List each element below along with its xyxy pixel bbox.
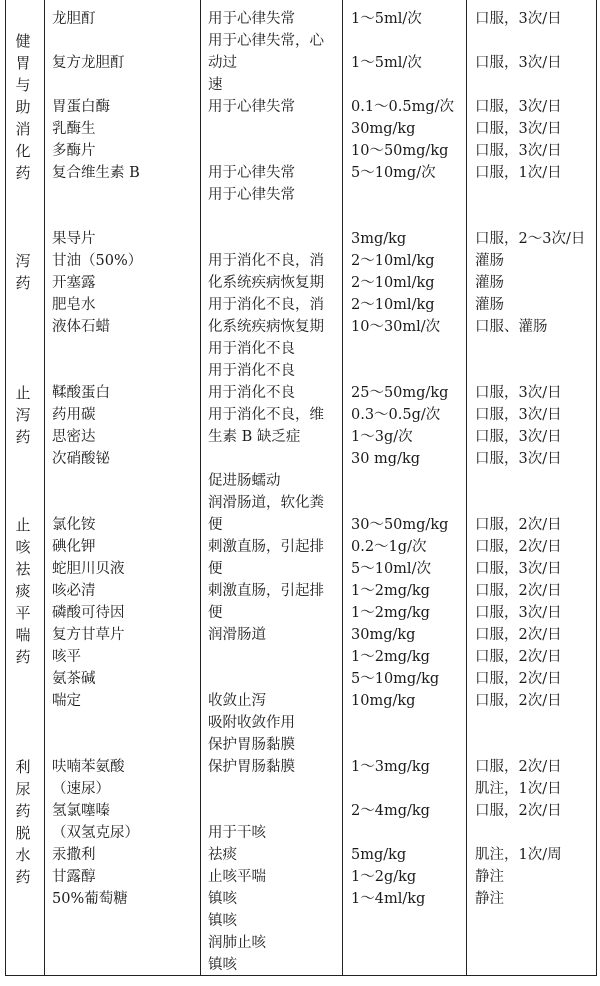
dosage-cell: 30 mg/kg — [351, 451, 421, 467]
dosage-cell: 1～3mg/kg — [351, 759, 430, 775]
administration-cell: 口服，2次/日 — [475, 759, 562, 775]
drug-name-cell: 鞣酸蛋白 — [52, 385, 110, 401]
dosage-cell: 0.3～0.5g/次 — [351, 407, 441, 423]
administration-cell: 口服，1次/日 — [475, 165, 562, 181]
drug-name-cell: 开塞露 — [52, 275, 96, 291]
administration-cell: 口服，3次/日 — [475, 143, 562, 159]
administration-cell: 口服，2次/日 — [475, 627, 562, 643]
drug-name-cell: （双氢克尿） — [52, 825, 139, 841]
category-label — [5, 382, 41, 448]
indication-cell: 用于心律失常 — [208, 11, 295, 27]
dosage-cell: 30mg/kg — [351, 121, 416, 137]
drug-name-cell: 汞撒利 — [52, 847, 96, 863]
category-char: 健 — [15, 32, 31, 50]
category-label — [5, 250, 41, 294]
administration-cell: 口服、灌肠 — [475, 319, 548, 335]
drug-name-cell: 50%葡萄糖 — [52, 891, 128, 907]
dosage-cell: 5～10mg/次 — [351, 165, 436, 181]
indication-cell: 用于心律失常 — [208, 99, 295, 115]
indication-cell: 用于心律失常 — [208, 165, 295, 181]
column-divider-3 — [342, 0, 343, 976]
category-char: 尿 — [15, 780, 31, 798]
drug-name-cell: 液体石蜡 — [52, 319, 110, 335]
administration-cell: 口服，2次/日 — [475, 583, 562, 599]
category-char: 助 — [15, 98, 31, 116]
drug-name-cell: 氯化铵 — [52, 517, 96, 533]
indication-cell: 刺激直肠，引起排 — [208, 539, 324, 555]
drug-name-cell: 复方甘草片 — [52, 627, 125, 643]
dosage-cell: 30～50mg/kg — [351, 517, 449, 533]
indication-cell: 用于消化不良 — [208, 363, 295, 379]
category-char: 药 — [15, 274, 31, 292]
drug-name-cell: 乳酶生 — [52, 121, 96, 137]
indication-cell: 用于消化不良，维 — [208, 407, 324, 423]
administration-cell: 灌肠 — [475, 253, 504, 269]
administration-cell: 口服，3次/日 — [475, 407, 562, 423]
category-label — [5, 514, 41, 668]
drug-name-cell: 咳必清 — [52, 583, 96, 599]
indication-cell: 祛痰 — [208, 847, 237, 863]
dosage-cell: 1～5ml/次 — [351, 11, 422, 27]
category-char: 咳 — [15, 538, 31, 556]
administration-cell: 口服，3次/日 — [475, 11, 562, 27]
category-char: 泻 — [15, 252, 31, 270]
category-char: 喘 — [15, 626, 31, 644]
category-char: 药 — [15, 164, 31, 182]
category-char: 消 — [15, 120, 31, 138]
category-char: 药 — [15, 428, 31, 446]
indication-cell: 收敛止泻 — [208, 693, 266, 709]
dosage-cell: 0.1～0.5mg/次 — [351, 99, 455, 115]
drug-name-cell: 呋喃苯氨酸 — [52, 759, 125, 775]
drug-name-cell: 氨茶碱 — [52, 671, 96, 687]
administration-cell: 口服，3次/日 — [475, 99, 562, 115]
indication-cell: 止咳平喘 — [208, 869, 266, 885]
administration-cell: 口服，2次/日 — [475, 693, 562, 709]
administration-cell: 灌肠 — [475, 275, 504, 291]
dosage-cell: 1～2g/kg — [351, 869, 417, 885]
category-char: 利 — [15, 758, 31, 776]
category-char: 药 — [15, 802, 31, 820]
category-label — [5, 30, 41, 184]
drug-name-cell: 甘油（50%） — [52, 253, 143, 269]
drug-name-cell: 药用碳 — [52, 407, 96, 423]
indication-cell: 生素 B 缺乏症 — [208, 429, 301, 445]
indication-cell: 刺激直肠，引起排 — [208, 583, 324, 599]
indication-cell: 用于消化不良 — [208, 341, 295, 357]
administration-cell: 口服，3次/日 — [475, 121, 562, 137]
drug-name-cell: 碘化钾 — [52, 539, 96, 555]
dosage-cell: 1～4ml/kg — [351, 891, 426, 907]
administration-cell: 口服，3次/日 — [475, 55, 562, 71]
indication-cell: 润肺止咳 — [208, 935, 266, 951]
administration-cell: 口服，2次/日 — [475, 649, 562, 665]
drug-name-cell: 果导片 — [52, 231, 96, 247]
drug-name-cell: （速尿） — [52, 781, 110, 797]
dosage-cell: 10～30ml/次 — [351, 319, 441, 335]
table-border-right — [596, 0, 597, 976]
dosage-cell: 25～50mg/kg — [351, 385, 449, 401]
dosage-cell: 10mg/kg — [351, 693, 416, 709]
column-divider-4 — [466, 0, 467, 976]
administration-cell: 静注 — [475, 891, 504, 907]
dosage-cell: 10～50mg/kg — [351, 143, 449, 159]
dosage-cell: 0.2～1g/次 — [351, 539, 427, 555]
administration-cell: 口服，2次/日 — [475, 803, 562, 819]
category-char: 止 — [15, 384, 31, 402]
dosage-cell: 3mg/kg — [351, 231, 407, 247]
indication-cell: 镇咳 — [208, 957, 237, 973]
administration-cell: 肌注，1次/日 — [475, 781, 562, 797]
dosage-cell: 2～10ml/kg — [351, 275, 435, 291]
administration-cell: 静注 — [475, 869, 504, 885]
drug-name-cell: 磷酸可待因 — [52, 605, 125, 621]
category-char: 水 — [15, 846, 31, 864]
dosage-cell: 5mg/kg — [351, 847, 407, 863]
category-char: 脱 — [15, 824, 31, 842]
drug-name-cell: 胃蛋白酶 — [52, 99, 110, 115]
indication-cell: 促进肠蠕动 — [208, 473, 281, 489]
indication-cell: 润滑肠道 — [208, 627, 266, 643]
dosage-cell: 2～10ml/kg — [351, 253, 435, 269]
indication-cell: 化系统疾病恢复期 — [208, 319, 324, 335]
indication-cell: 镇咳 — [208, 913, 237, 929]
category-char: 药 — [15, 868, 31, 886]
drug-name-cell: 多酶片 — [52, 143, 96, 159]
indication-cell: 吸附收敛作用 — [208, 715, 295, 731]
dosage-cell: 1～2mg/kg — [351, 649, 430, 665]
indication-cell: 化系统疾病恢复期 — [208, 275, 324, 291]
dosage-cell: 5～10mg/kg — [351, 671, 440, 687]
indication-cell: 动过 — [208, 55, 237, 71]
indication-cell: 用于心律失常 — [208, 187, 295, 203]
category-char: 止 — [15, 516, 31, 534]
drug-name-cell: 咳平 — [52, 649, 81, 665]
category-char: 胃 — [15, 54, 31, 72]
category-char: 化 — [15, 142, 31, 160]
category-char: 祛 — [15, 560, 31, 578]
column-divider-2 — [200, 0, 201, 976]
category-label — [5, 756, 41, 888]
administration-cell: 口服，2次/日 — [475, 671, 562, 687]
indication-cell: 保护胃肠黏膜 — [208, 737, 295, 753]
indication-cell: 用于干咳 — [208, 825, 266, 841]
category-char: 泻 — [15, 406, 31, 424]
indication-cell: 用于消化不良，消 — [208, 253, 324, 269]
indication-cell: 用于心律失常，心 — [208, 33, 324, 49]
administration-cell: 口服，2次/日 — [475, 517, 562, 533]
administration-cell: 口服，3次/日 — [475, 605, 562, 621]
drug-name-cell: 肥皂水 — [52, 297, 96, 313]
administration-cell: 口服，3次/日 — [475, 429, 562, 445]
administration-cell: 口服，3次/日 — [475, 561, 562, 577]
indication-cell: 便 — [208, 561, 223, 577]
indication-cell: 用于消化不良 — [208, 385, 295, 401]
indication-cell: 镇咳 — [208, 891, 237, 907]
drug-name-cell: 次硝酸铋 — [52, 451, 110, 467]
drug-name-cell: 复合维生素 B — [52, 165, 140, 181]
indication-cell: 保护胃肠黏膜 — [208, 759, 295, 775]
dosage-cell: 2～4mg/kg — [351, 803, 430, 819]
category-char: 药 — [15, 648, 31, 666]
administration-cell: 口服，2次/日 — [475, 539, 562, 555]
dosage-cell: 30mg/kg — [351, 627, 416, 643]
dosage-cell: 1～5ml/次 — [351, 55, 422, 71]
administration-cell: 肌注，1次/周 — [475, 847, 562, 863]
administration-cell: 灌肠 — [475, 297, 504, 313]
drug-name-cell: 蛇胆川贝液 — [52, 561, 125, 577]
indication-cell: 用于消化不良，消 — [208, 297, 324, 313]
drug-name-cell: 思密达 — [52, 429, 96, 445]
indication-cell: 速 — [208, 77, 223, 93]
category-char: 痰 — [15, 582, 31, 600]
dosage-cell: 5～10ml/次 — [351, 561, 431, 577]
drug-name-cell: 喘定 — [52, 693, 81, 709]
administration-cell: 口服，3次/日 — [475, 451, 562, 467]
table-border-bottom — [5, 975, 597, 976]
dosage-cell: 1～2mg/kg — [351, 583, 430, 599]
administration-cell: 口服，2～3次/日 — [475, 231, 586, 247]
administration-cell: 口服，3次/日 — [475, 385, 562, 401]
category-char: 与 — [15, 76, 31, 94]
dosage-cell: 2～10ml/kg — [351, 297, 435, 313]
indication-cell: 润滑肠道，软化粪 — [208, 495, 324, 511]
drug-name-cell: 甘露醇 — [52, 869, 96, 885]
drug-name-cell: 龙胆酊 — [52, 11, 96, 27]
category-char: 平 — [15, 604, 31, 622]
drug-name-cell: 氢氯噻嗪 — [52, 803, 110, 819]
dosage-cell: 1～2mg/kg — [351, 605, 430, 621]
column-divider-1 — [44, 0, 45, 976]
dosage-cell: 1～3g/次 — [351, 429, 413, 445]
drug-name-cell: 复方龙胆酊 — [52, 55, 125, 71]
indication-cell: 便 — [208, 517, 223, 533]
indication-cell: 便 — [208, 605, 223, 621]
